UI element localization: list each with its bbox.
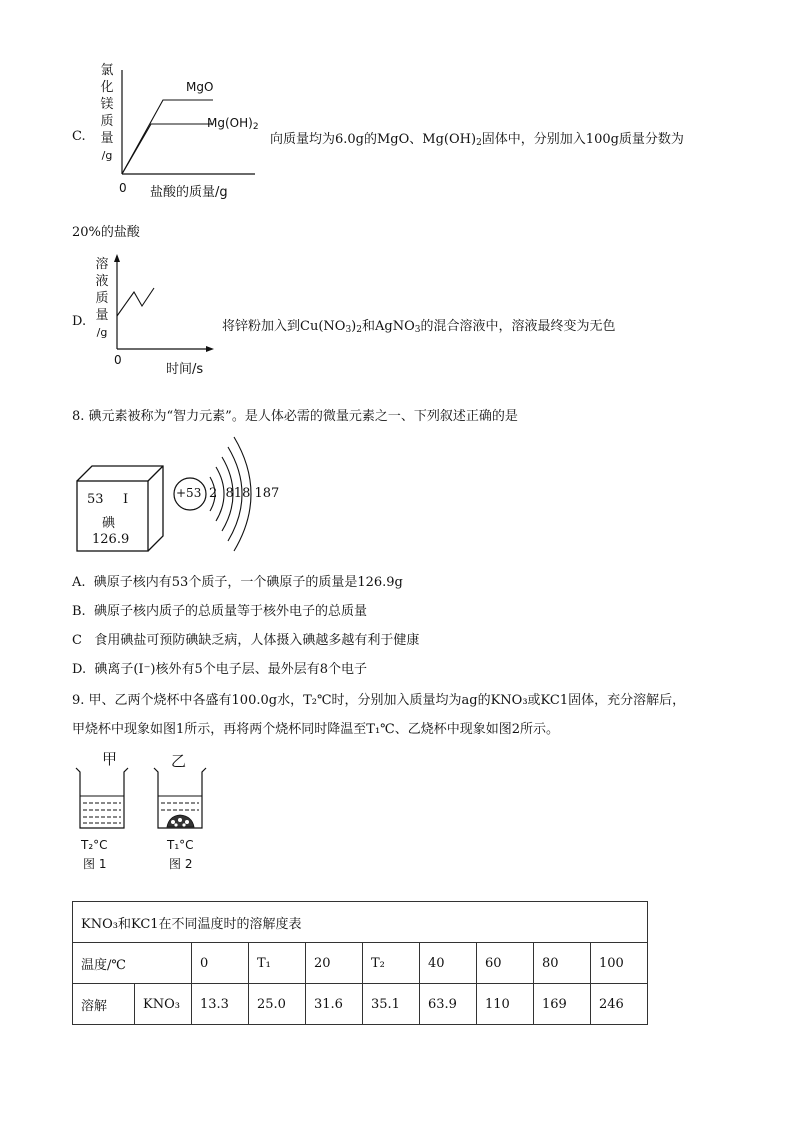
beaker-2-fig: 图 2 bbox=[169, 857, 193, 871]
table-cell: 35.1 bbox=[363, 984, 420, 1025]
temp-header: 温度/℃ bbox=[73, 943, 192, 984]
table-cell: 60 bbox=[477, 943, 534, 984]
shell-electrons: 2 818 187 bbox=[209, 486, 280, 501]
table-cell: 63.9 bbox=[420, 984, 477, 1025]
option-c-letter: C. bbox=[72, 129, 86, 144]
solubility-table bbox=[72, 901, 648, 1025]
table-row-temperature bbox=[73, 943, 648, 984]
option-d-letter: D. bbox=[72, 314, 87, 329]
beakers bbox=[72, 764, 222, 836]
option-d-text: 将锌粉加入到$Cu(NO_3)_2$和AgNO$_3$的混合溶液中，溶液最终变为无色 bbox=[222, 319, 616, 335]
beaker-1-temp: T₂°C bbox=[81, 838, 108, 852]
table-cell: 100 bbox=[591, 943, 648, 984]
beaker-2 bbox=[154, 768, 206, 828]
element-number: 53 bbox=[87, 492, 104, 507]
nucleus-charge: +53 bbox=[176, 486, 202, 500]
row-label: 溶解 bbox=[73, 984, 135, 1025]
element-mass: 126.9 bbox=[92, 532, 130, 547]
beaker-1-fig: 图 1 bbox=[83, 857, 107, 871]
table-cell: 110 bbox=[477, 984, 534, 1025]
table-cell: 246 bbox=[591, 984, 648, 1025]
table-cell: 80 bbox=[534, 943, 591, 984]
mgo-line bbox=[122, 100, 213, 174]
table-cell: 20 bbox=[306, 943, 363, 984]
table-cell: 0 bbox=[192, 943, 249, 984]
graph-d-ylabel: 溶 液 质 量 /g bbox=[95, 257, 109, 339]
graph-c-xlabel: 盐酸的质量/g bbox=[150, 185, 228, 200]
table-cell: 31.6 bbox=[306, 984, 363, 1025]
q9-stem-line1: 9. 甲、乙两个烧杯中各盛有100.0g水，T₂℃时，分别加入质量均为ag的KNO₃或KC1固体，充分溶解后， bbox=[72, 693, 686, 708]
table-cell: T₂ bbox=[363, 943, 420, 984]
q8-option-a[interactable]: A. 碘原子核内有53个质子，一个碘原子的质量是126.9g bbox=[72, 575, 403, 590]
y-axis-arrow bbox=[114, 254, 120, 262]
table-cell: 40 bbox=[420, 943, 477, 984]
table-cell: 25.0 bbox=[249, 984, 306, 1025]
graph-c-ylabel: 氯 化 镁 质 量 /g bbox=[100, 63, 114, 162]
option-c-text: 向质量均为6.0g的MgO、$Mg(OH)_2$固体中，分别加入100g质量分数为 bbox=[270, 132, 684, 148]
row-sub-label: KNO₃ bbox=[135, 984, 192, 1025]
q8-option-c[interactable]: C 食用碘盐可预防碘缺乏病，人体摄入碘越多越有利于健康 bbox=[72, 633, 420, 648]
mgoh2-label: $Mg(OH)_2$ bbox=[207, 116, 259, 132]
beaker-2-temp: T₁°C bbox=[167, 838, 194, 852]
q9-stem-line2: 甲烧杯中现象如图1所示，再将两个烧杯同时降温至T₁℃、乙烧杯中现象如图2所示。 bbox=[72, 722, 559, 737]
graph-d bbox=[110, 254, 220, 354]
graph-c-origin: 0 bbox=[119, 181, 127, 195]
x-axis-arrow bbox=[206, 346, 214, 352]
element-name: 碘 bbox=[102, 516, 116, 531]
beaker-1-name: 甲 bbox=[102, 750, 118, 768]
graph-d-origin: 0 bbox=[114, 353, 122, 367]
beaker-1 bbox=[76, 768, 128, 828]
option-c-text-cont: 20%的盐酸 bbox=[72, 225, 140, 240]
mgo-label: MgO bbox=[186, 80, 214, 94]
element-symbol: I bbox=[123, 492, 129, 507]
solution-mass-line bbox=[117, 288, 154, 316]
q8-option-d[interactable]: D. 碘离子(I⁻)核外有5个电子层、最外层有8个电子 bbox=[72, 662, 368, 677]
table-cell: T₁ bbox=[249, 943, 306, 984]
table-cell: 13.3 bbox=[192, 984, 249, 1025]
table-title-row bbox=[73, 902, 648, 943]
q8-option-b[interactable]: B. 碘原子核内质子的总质量等于核外电子的总质量 bbox=[72, 604, 367, 619]
table-title: KNO₃和KC1在不同温度时的溶解度表 bbox=[73, 902, 648, 943]
table-cell: 169 bbox=[534, 984, 591, 1025]
table-row-kno3 bbox=[73, 984, 648, 1025]
beaker-2-name: 乙 bbox=[171, 752, 187, 770]
q8-stem: 8. 碘元素被称为“智力元素”。是人体必需的微量元素之一、下列叙述正确的是 bbox=[72, 409, 518, 424]
graph-d-xlabel: 时间/s bbox=[166, 362, 204, 377]
